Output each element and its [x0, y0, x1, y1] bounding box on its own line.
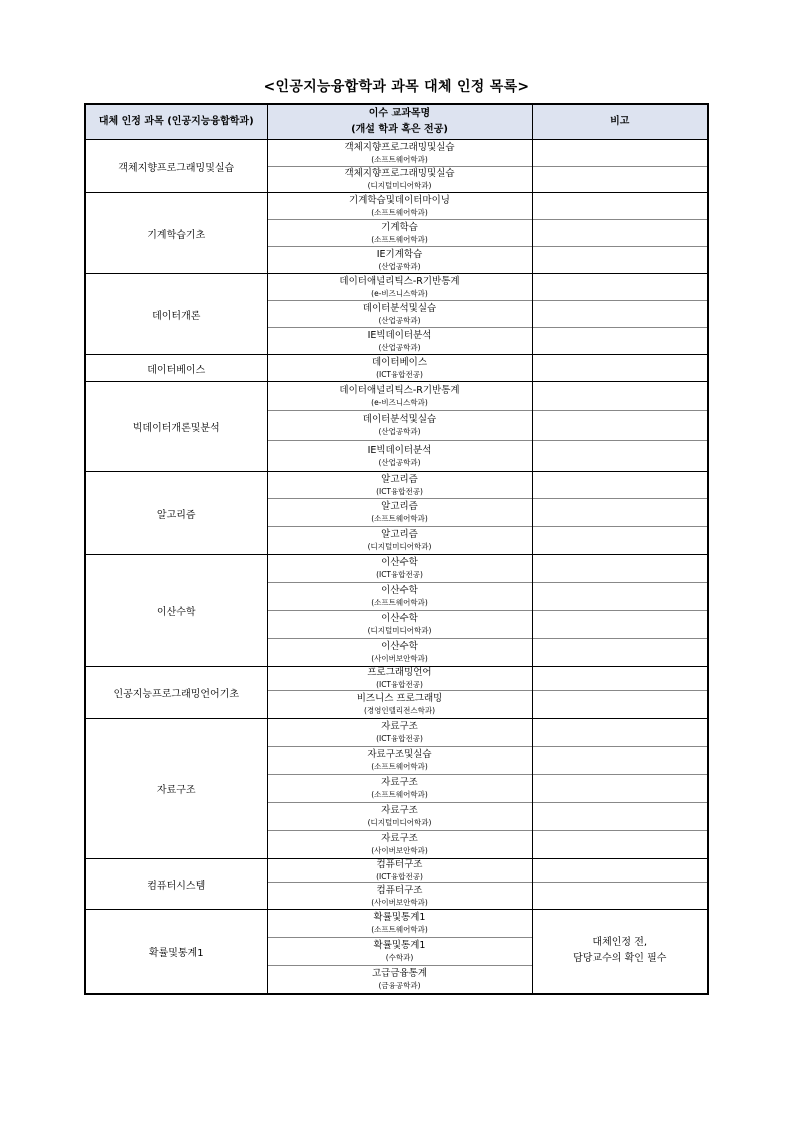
- completed-course-cell: [267, 274, 532, 301]
- completed-course-name: 데이터분석및실습: [362, 302, 437, 314]
- completed-course-department: (디지털미디어학과): [367, 181, 432, 190]
- completed-course-department: (디지털미디어학과): [367, 626, 432, 635]
- completed-course-cell: [267, 775, 532, 803]
- remarks-cell: [532, 719, 708, 747]
- completed-course-name: 자료구조: [381, 833, 418, 844]
- completed-course-name: 데이터애널리틱스-R기반통계: [339, 384, 460, 396]
- table-header-row: [85, 104, 708, 140]
- completed-course-department: (산업공학과): [378, 457, 421, 467]
- completed-course-department: (산업공학과): [378, 261, 421, 271]
- substitute-course-name: 객체지향프로그래밍및실습: [85, 140, 267, 193]
- remarks-cell: [532, 274, 708, 301]
- completed-course-cell: [267, 247, 532, 274]
- completed-course-name: 이산수학: [381, 585, 418, 596]
- remarks-cell: [532, 803, 708, 831]
- completed-course-department: (사이버보안학과): [371, 654, 428, 663]
- remarks-cell: [532, 775, 708, 803]
- remarks-cell: [532, 499, 708, 527]
- table-body: [85, 140, 708, 994]
- completed-course-cell: [267, 719, 532, 747]
- completed-course-department: (소프트웨어학과): [371, 514, 428, 523]
- remarks-cell: [532, 611, 708, 639]
- completed-course-cell: [267, 583, 532, 611]
- remarks-cell: [532, 583, 708, 611]
- substitute-course-name: 빅데이터개론및분석: [85, 382, 267, 472]
- completed-course-department: (수학과): [385, 953, 414, 962]
- completed-course-cell: [267, 667, 532, 691]
- substitute-course-name: 기계학습기초: [85, 193, 267, 274]
- completed-course-cell: [267, 966, 532, 994]
- completed-course-department: (ICT융합전공): [376, 486, 423, 496]
- completed-course-department: (소프트웨어학과): [371, 234, 428, 244]
- table-row: [85, 274, 708, 301]
- completed-course-name: 고급금융통계: [371, 967, 428, 979]
- remarks-cell: [532, 328, 708, 355]
- remarks-cell: [532, 691, 708, 719]
- completed-course-department: (ICT융합전공): [376, 680, 423, 689]
- completed-course-department: (사이버보안학과): [371, 846, 428, 855]
- completed-course-name: 데이터애널리틱스-R기반통계: [339, 275, 460, 287]
- completed-course-cell: [267, 859, 532, 883]
- document-title: <인공지능융합학과 과목 대체 인정 목록>: [263, 79, 530, 95]
- remarks-cell: [532, 472, 708, 499]
- completed-course-department: (소프트웨어학과): [371, 925, 428, 934]
- completed-course-cell: [267, 527, 532, 555]
- completed-course-name: 이산수학: [381, 557, 418, 568]
- remarks-cell: [532, 167, 708, 193]
- completed-course-name: 자료구조: [381, 721, 418, 732]
- table-row: [85, 667, 708, 691]
- table-row: [85, 910, 708, 938]
- completed-course-department: (디지털미디어학과): [367, 818, 432, 827]
- completed-course-department: (e-비즈니스학과): [371, 288, 428, 298]
- completed-course-name: 데이터베이스: [371, 356, 428, 368]
- completed-course-name: 데이터분석및실습: [362, 414, 437, 425]
- completed-course-name: 컴퓨터구조: [376, 884, 423, 896]
- completed-course-cell: [267, 803, 532, 831]
- completed-course-department: (소프트웨어학과): [371, 598, 428, 607]
- remarks-cell: [532, 193, 708, 220]
- completed-course-cell: [267, 499, 532, 527]
- completed-course-cell: [267, 193, 532, 220]
- completed-course-department: (금융공학과): [378, 980, 421, 990]
- remarks-cell: [532, 247, 708, 274]
- completed-course-cell: [267, 411, 532, 441]
- completed-course-cell: [267, 691, 532, 719]
- substitute-course-name: 인공지능프로그래밍언어기초: [85, 667, 267, 719]
- remarks-cell: [532, 747, 708, 775]
- completed-course-department: (디지털미디어학과): [367, 542, 432, 551]
- remarks-line1: 대체인정 전,: [592, 937, 648, 949]
- completed-course-cell: [267, 747, 532, 775]
- completed-course-name: 확률및통계1: [373, 912, 426, 923]
- completed-course-name: 컴퓨터구조: [376, 859, 423, 870]
- completed-course-cell: [267, 883, 532, 910]
- completed-course-cell: [267, 220, 532, 247]
- remarks-cell: [532, 883, 708, 910]
- table-row: [85, 555, 708, 583]
- completed-course-name: 자료구조및실습: [367, 749, 432, 760]
- table-row: [85, 859, 708, 883]
- completed-course-cell: [267, 301, 532, 328]
- remarks-cell: [532, 301, 708, 328]
- completed-course-cell: [267, 472, 532, 499]
- remarks-cell: [532, 831, 708, 859]
- completed-course-department: (ICT융합전공): [376, 369, 423, 379]
- completed-course-department: (e-비즈니스학과): [371, 397, 428, 407]
- header-completed-course: [267, 104, 532, 140]
- completed-course-name: 기계학습: [381, 221, 418, 233]
- completed-course-cell: [267, 328, 532, 355]
- completed-course-cell: [267, 611, 532, 639]
- completed-course-cell: [267, 441, 532, 472]
- remarks-cell: [532, 639, 708, 667]
- completed-course-name: 프로그래밍언어: [367, 667, 432, 678]
- table-row: [85, 472, 708, 499]
- completed-course-department: (소프트웨어학과): [371, 762, 428, 771]
- completed-course-name: IE빅데이터분석: [367, 329, 432, 341]
- substitute-course-name: 컴퓨터시스템: [85, 859, 267, 910]
- substitute-course-name: 이산수학: [85, 555, 267, 667]
- substitute-course-name: 데이터베이스: [85, 355, 267, 382]
- remarks-cell: [532, 859, 708, 883]
- completed-course-name: 비즈니스 프로그래밍: [356, 693, 443, 704]
- completed-course-cell: [267, 910, 532, 938]
- remarks-cell: [532, 527, 708, 555]
- header-substitute-course: 대체 인정 과목 (인공지능융합학과): [85, 104, 267, 140]
- substitute-course-name: 데이터개론: [85, 274, 267, 355]
- header-completed-course-line2: (개설 학과 혹은 전공): [351, 124, 448, 135]
- completed-course-name: 확률및통계1: [373, 940, 426, 951]
- completed-course-name: 알고리즘: [381, 529, 418, 540]
- remarks-cell: [532, 355, 708, 382]
- completed-course-cell: [267, 639, 532, 667]
- completed-course-cell: [267, 831, 532, 859]
- substitute-course-name: 확률및통계1: [85, 910, 267, 994]
- completed-course-cell: [267, 382, 532, 411]
- completed-course-cell: [267, 140, 532, 167]
- completed-course-department: (사이버보안학과): [371, 897, 428, 907]
- table-row: [85, 719, 708, 747]
- completed-course-department: (산업공학과): [378, 315, 421, 325]
- remarks-cell: [532, 441, 708, 472]
- table-row: [85, 355, 708, 382]
- header-completed-course-line1: 이수 교과목명: [368, 108, 431, 119]
- table-row: [85, 140, 708, 167]
- remarks-cell: [532, 382, 708, 411]
- substitute-course-name: 알고리즘: [85, 472, 267, 555]
- completed-course-department: (소프트웨어학과): [371, 207, 428, 217]
- remarks-cell: [532, 910, 708, 994]
- substitute-course-name: 자료구조: [85, 719, 267, 859]
- completed-course-name: 알고리즘: [381, 501, 418, 512]
- completed-course-name: IE빅데이터분석: [367, 444, 432, 456]
- completed-course-cell: [267, 355, 532, 382]
- completed-course-department: (산업공학과): [378, 342, 421, 352]
- completed-course-department: (소프트웨어학과): [371, 154, 428, 164]
- completed-course-name: 이산수학: [381, 641, 418, 652]
- completed-course-name: 기계학습및데이터마이닝: [349, 194, 450, 206]
- remarks-cell: [532, 411, 708, 441]
- remarks-line2: 담당교수의 확인 필수: [573, 953, 667, 965]
- completed-course-name: 알고리즘: [381, 473, 418, 485]
- completed-course-name: 객체지향프로그래밍및실습: [344, 168, 455, 179]
- completed-course-name: 자료구조: [381, 805, 418, 816]
- course-substitution-table: [84, 103, 709, 995]
- completed-course-department: (ICT융합전공): [376, 734, 423, 743]
- completed-course-department: (산업공학과): [378, 427, 421, 436]
- completed-course-department: (ICT융합전공): [376, 872, 423, 881]
- completed-course-cell: [267, 167, 532, 193]
- completed-course-name: 자료구조: [381, 777, 418, 788]
- completed-course-department: (ICT융합전공): [376, 570, 423, 579]
- completed-course-name: 이산수학: [381, 613, 418, 624]
- completed-course-name: IE기계학습: [376, 248, 423, 260]
- table-row: [85, 382, 708, 411]
- completed-course-name: 객체지향프로그래밍및실습: [344, 141, 455, 153]
- remarks-cell: [532, 140, 708, 167]
- remarks-cell: [532, 555, 708, 583]
- remarks-cell: [532, 220, 708, 247]
- completed-course-department: (경영인텔리전스학과): [363, 706, 436, 715]
- header-remarks: 비고: [532, 104, 708, 140]
- completed-course-cell: [267, 938, 532, 966]
- table-row: [85, 193, 708, 220]
- completed-course-cell: [267, 555, 532, 583]
- completed-course-department: (소프트웨어학과): [371, 790, 428, 799]
- remarks-cell: [532, 667, 708, 691]
